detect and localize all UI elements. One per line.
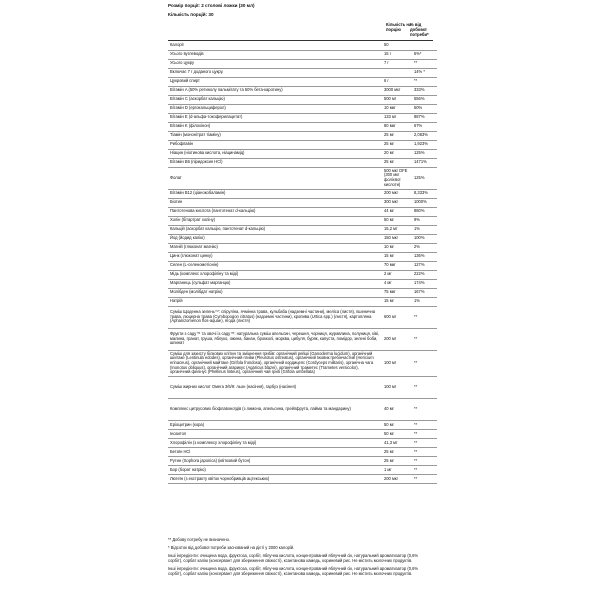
nutrient-amount: 40 мг <box>382 399 412 421</box>
nutrient-name: Пантотенова кислота (пантотенат d-кальцію) <box>168 207 382 216</box>
table-row <box>168 86 437 95</box>
nutrient-amount: 500 мкг DFE (300 мкг фолієвої кислоти) <box>382 167 412 189</box>
nutrient-amount: 300 мкг <box>382 198 412 207</box>
nutrient-daily-value: ** <box>412 306 437 328</box>
nutrient-amount: 10 мкг <box>382 104 412 113</box>
footnote-no-dv: ** Добову потребу не визначено. <box>168 537 231 542</box>
table-row <box>168 225 437 234</box>
nutrient-name: Вітамін B6 (піридоксин HCl) <box>168 158 382 167</box>
nutrient-daily-value <box>412 41 437 50</box>
nutrient-name: Суміш жирних кислот Омега 3/6/9: льон (насіння), гарбуз (насіння) <box>168 377 382 399</box>
nutrient-amount: 41,3 мг <box>382 439 412 448</box>
footnotes <box>168 537 433 579</box>
other-ingredients: Інші інгредієнти: очищена вода, фруктоза, сорбіт, яблучна кислота, концентрований яблучний сік, натуральний ароматизатор (0,6% сорбіт), сорбат калію (консервант для збереження свіжості), ксантанова камедь, кориневий рис. Не містить молочних продуктів. <box>168 553 419 563</box>
nutrient-daily-value: 5%* <box>412 50 437 59</box>
nutrient-daily-value: 1% <box>412 225 437 234</box>
nutrient-amount: 500 мг <box>382 95 412 104</box>
nutrient-daily-value: ** <box>412 77 437 86</box>
table-row <box>168 59 437 68</box>
table-row <box>168 122 437 131</box>
nutrient-amount: 2 мг <box>382 270 412 279</box>
nutrient-daily-value: ** <box>412 328 437 350</box>
nutrient-name: Бор (борат натрію) <box>168 466 382 475</box>
nutrient-amount: 3000 мкг <box>382 86 412 95</box>
table-row <box>168 297 437 306</box>
table-row <box>168 68 437 77</box>
nutrient-amount: 200 мкг <box>382 189 412 198</box>
nutrient-name: Вітамін K (філохінон) <box>168 122 382 131</box>
table-row <box>168 252 437 261</box>
nutrient-amount: 50 <box>382 41 412 50</box>
nutrient-name: Комплекс цитрусових біофлавоноїдів (з лимона, апельсина, грейпфрута, лайма та мандарину) <box>168 399 382 421</box>
table-row <box>168 113 437 122</box>
table-row <box>168 457 437 466</box>
nutrient-daily-value: ** <box>412 448 437 457</box>
nutrient-amount: 80 мкг <box>382 122 412 131</box>
table-row <box>168 216 437 225</box>
nutrient-amount: 25 мг <box>382 158 412 167</box>
nutrient-name: Селен (L-селенометіонін) <box>168 261 382 270</box>
nutrient-daily-value: ** <box>412 421 437 430</box>
nutrient-name: Лютеїн (з екстракту квіток чорнобривців ацтекських) <box>168 475 382 484</box>
nutrient-daily-value: 1471% <box>412 158 437 167</box>
table-row <box>168 328 437 350</box>
nutrient-daily-value: 136% <box>412 252 437 261</box>
table-row <box>168 140 437 149</box>
nutrient-daily-value: ** <box>412 430 437 439</box>
table-row <box>168 158 437 167</box>
nutrient-name: Вітамін D (ергокальциферол) <box>168 104 382 113</box>
nutrient-daily-value: 333% <box>412 86 437 95</box>
nutrient-daily-value: 222% <box>412 270 437 279</box>
table-row <box>168 288 437 297</box>
nutrient-daily-value: 880% <box>412 207 437 216</box>
nutrient-amount: 20 мг <box>382 149 412 158</box>
nutrient-daily-value: 2,083% <box>412 131 437 140</box>
table-row <box>168 50 437 59</box>
nutrient-name: Мідь (комплекс хлорофіліну та міді) <box>168 270 382 279</box>
nutrient-name: Цукровий спирт <box>168 77 382 86</box>
table-row <box>168 131 437 140</box>
nutrient-daily-value: 167% <box>412 288 437 297</box>
table-row <box>168 104 437 113</box>
table-row <box>168 77 437 86</box>
nutrient-amount: 200 мг <box>382 328 412 350</box>
nutrient-amount: 200 мкг <box>382 475 412 484</box>
table-row <box>168 475 437 484</box>
table-row <box>168 189 437 198</box>
nutrient-amount: 25 мг <box>382 140 412 149</box>
table-row <box>168 466 437 475</box>
nutrient-daily-value: ** <box>412 457 437 466</box>
table-row <box>168 439 437 448</box>
nutrient-amount: 600 мг <box>382 306 412 328</box>
table-row <box>168 234 437 243</box>
table-row <box>168 430 437 439</box>
nutrient-name: Натрій <box>168 297 382 306</box>
nutrient-name: Молібден (молібдат натрію) <box>168 288 382 297</box>
nutrient-name: Рутин (Sophora japonica) (квітковий бутон) <box>168 457 382 466</box>
nutrient-name: Усього цукру <box>168 59 382 68</box>
nutrient-daily-value: 556% <box>412 95 437 104</box>
table-row <box>168 261 437 270</box>
nutrient-amount: 50 мг <box>382 421 412 430</box>
table-row <box>168 270 437 279</box>
nutrient-amount: 75 мкг <box>382 288 412 297</box>
nutrient-amount: 10 мг <box>382 243 412 252</box>
footnote-dv-basis: * Відсоток від добової потреби заснований на дієті у 2000 калорій. <box>168 545 295 550</box>
nutrient-name: Холін (бітартрат холіну) <box>168 216 382 225</box>
table-row <box>168 149 437 158</box>
nutrient-daily-value: ** <box>412 466 437 475</box>
nutrient-name: Вітамін B12 (ціанокобаламін) <box>168 189 382 198</box>
nutrient-amount: 7 г <box>382 59 412 68</box>
other-ingredients-repeat: Інші інгредієнти: очищена вода, фруктоза, сорбіт, яблучна кислота, концентрований яблучний сік, натуральний ароматизатор (0,6% сорбіт), сорбат калію (консервант для збереження свіжості), ксантанова камедь, кориневий рис. Не містить молочних продуктів. <box>168 566 419 576</box>
nutrient-name: Фрукти з саду™ та овочі із саду™: натуральна суміш апельсин, черешня, чорниця, журавлина, полуниця, ківі, малина, гранат, груша, яблуко, ожина, банан, брокколі, морква, цибуля, буряк, капуста, помідор, зелені боби, шпинат <box>168 328 382 350</box>
table-row <box>168 207 437 216</box>
nutrient-amount <box>382 68 412 77</box>
nutrient-amount: 1 мг <box>382 466 412 475</box>
nutrient-amount: 15 г <box>382 50 412 59</box>
nutrient-daily-value: 174% <box>412 279 437 288</box>
nutrient-name: Кальцій (аскорбат кальцію, пантотенат d-кальцію) <box>168 225 382 234</box>
nutrient-amount: 50 мг <box>382 216 412 225</box>
nutrient-amount: 133 мг <box>382 113 412 122</box>
nutrient-daily-value: 9% <box>412 216 437 225</box>
nutrient-daily-value: 100% <box>412 234 437 243</box>
table-row <box>168 167 437 189</box>
table-row <box>168 377 437 399</box>
nutrient-name: Фолат <box>168 167 382 189</box>
nutrient-daily-value: 1000% <box>412 198 437 207</box>
table-row <box>168 306 437 328</box>
nutrient-daily-value: ** <box>412 475 437 484</box>
nutrient-daily-value: 127% <box>412 261 437 270</box>
amount-column-header: Кількість на порцію <box>386 22 412 32</box>
nutrient-name: Інозитол <box>168 430 382 439</box>
table-row <box>168 421 437 430</box>
nutrient-name: Марганець (сульфат марганцю) <box>168 279 382 288</box>
table-row <box>168 95 437 104</box>
nutrient-daily-value: 125% <box>412 149 437 158</box>
nutrient-name: Магній (глюконат магнію) <box>168 243 382 252</box>
nutrient-daily-value: 8,333% <box>412 189 437 198</box>
nutrient-amount: 100 мг <box>382 350 412 377</box>
table-row <box>168 41 437 50</box>
daily-value-column-header: % від добової потреби* <box>410 22 429 37</box>
serving-size: Розмір порції: 2 столові ложки (30 мл) <box>168 3 255 8</box>
nutrient-amount: 44 мг <box>382 207 412 216</box>
nutrient-amount: 25 мг <box>382 131 412 140</box>
table-row <box>168 350 437 377</box>
nutrient-daily-value: 50% <box>412 104 437 113</box>
servings-per-container: Кількість порцій: 30 <box>168 12 214 17</box>
nutrient-daily-value: ** <box>412 399 437 421</box>
nutrient-name: Усього вуглеводів <box>168 50 382 59</box>
nutrient-daily-value: 2% <box>412 243 437 252</box>
table-row <box>168 243 437 252</box>
nutrient-name: Калорії <box>168 41 382 50</box>
nutrient-amount: 15 мг <box>382 297 412 306</box>
nutrient-amount: 150 мкг <box>382 234 412 243</box>
nutrient-amount: 4 мг <box>382 279 412 288</box>
nutrient-name: Вітамін C (аскорбат кальцію) <box>168 95 382 104</box>
table-row <box>168 448 437 457</box>
nutrient-amount: 25 мг <box>382 448 412 457</box>
nutrient-name: Рибофлавін <box>168 140 382 149</box>
nutrient-amount: 15 мг <box>382 252 412 261</box>
nutrient-name: Еріоцитрин (кора) <box>168 421 382 430</box>
nutrient-name: Ніацин (ніотинова кислота, ніацинамід) <box>168 149 382 158</box>
nutrient-name: Вітамін E (d-альфа-токоферилацетат) <box>168 113 382 122</box>
nutrient-daily-value: ** <box>412 377 437 399</box>
nutrient-daily-value: 887% <box>412 113 437 122</box>
nutrient-name: Бетаїн HCl <box>168 448 382 457</box>
nutrient-amount: 70 мкг <box>382 261 412 270</box>
table-row <box>168 279 437 288</box>
nutrient-amount: 50 мг <box>382 430 412 439</box>
nutrient-name: Йод (йодид калію) <box>168 234 382 243</box>
nutrient-name: Суміш для захисту білкових клітин та зміцнення грибів: органічний рейші (Ganoderma lucidum), органічний шиітаке (Lentinula edodes), органічний гливи (Pleurotus ostreatus), органічний їжовик гребінчастий (Hericium erinaceus), органічний майтаке (Grifola frondosa), органічний кордицепс (Cordyceps militaris), органічна чага (Inonotus obliquus), органічний агарикус (Agaricus blazei), органічний траметес (Trametes versicolor), органічний фелінус (Phellinus linteus), органічний чай гриб (Grifola umbellata) <box>168 350 382 377</box>
nutrient-daily-value: ** <box>412 59 437 68</box>
nutrient-name: Хлорофілін (з комплексу хлорофіліну та міді) <box>168 439 382 448</box>
nutrient-daily-value: ** <box>412 350 437 377</box>
nutrient-name: Тіамін (мононітрат тіаміну) <box>168 131 382 140</box>
table-row <box>168 399 437 421</box>
nutrient-daily-value: 125% <box>412 167 437 189</box>
nutrient-amount: 100 мг <box>382 377 412 399</box>
nutrition-table <box>168 41 437 484</box>
nutrient-name: Біотин <box>168 198 382 207</box>
nutrient-amount: 6 г <box>382 77 412 86</box>
nutrient-amount: 15,2 мг <box>382 225 412 234</box>
table-row <box>168 198 437 207</box>
nutrient-amount: 25 мг <box>382 457 412 466</box>
nutrient-name: Вітамін A (50% ретинолу пальмітату та 50% бета-каротину) <box>168 86 382 95</box>
nutrient-daily-value: ** <box>412 439 437 448</box>
nutrient-daily-value: 14% * <box>412 68 437 77</box>
nutrient-name: Цинк (глюконат цинку) <box>168 252 382 261</box>
nutrient-daily-value: 1,923% <box>412 140 437 149</box>
nutrient-name: Включає 7 г доданого цукру. <box>168 68 382 77</box>
nutrient-daily-value: 67% <box>412 122 437 131</box>
nutrient-name: Суміш Щоденна зелень™: спіруліна, ячмінна трава, кульбаба (надземні частини), меліса (листя), пшенична трава, люцерна трава (Cymbopogon citratus) (надземні частини), кропива (Urtica spp.) (листя), картопляна (Aphanizomenon flos-aquae), ягода (листя) <box>168 306 382 328</box>
nutrient-daily-value: 1% <box>412 297 437 306</box>
